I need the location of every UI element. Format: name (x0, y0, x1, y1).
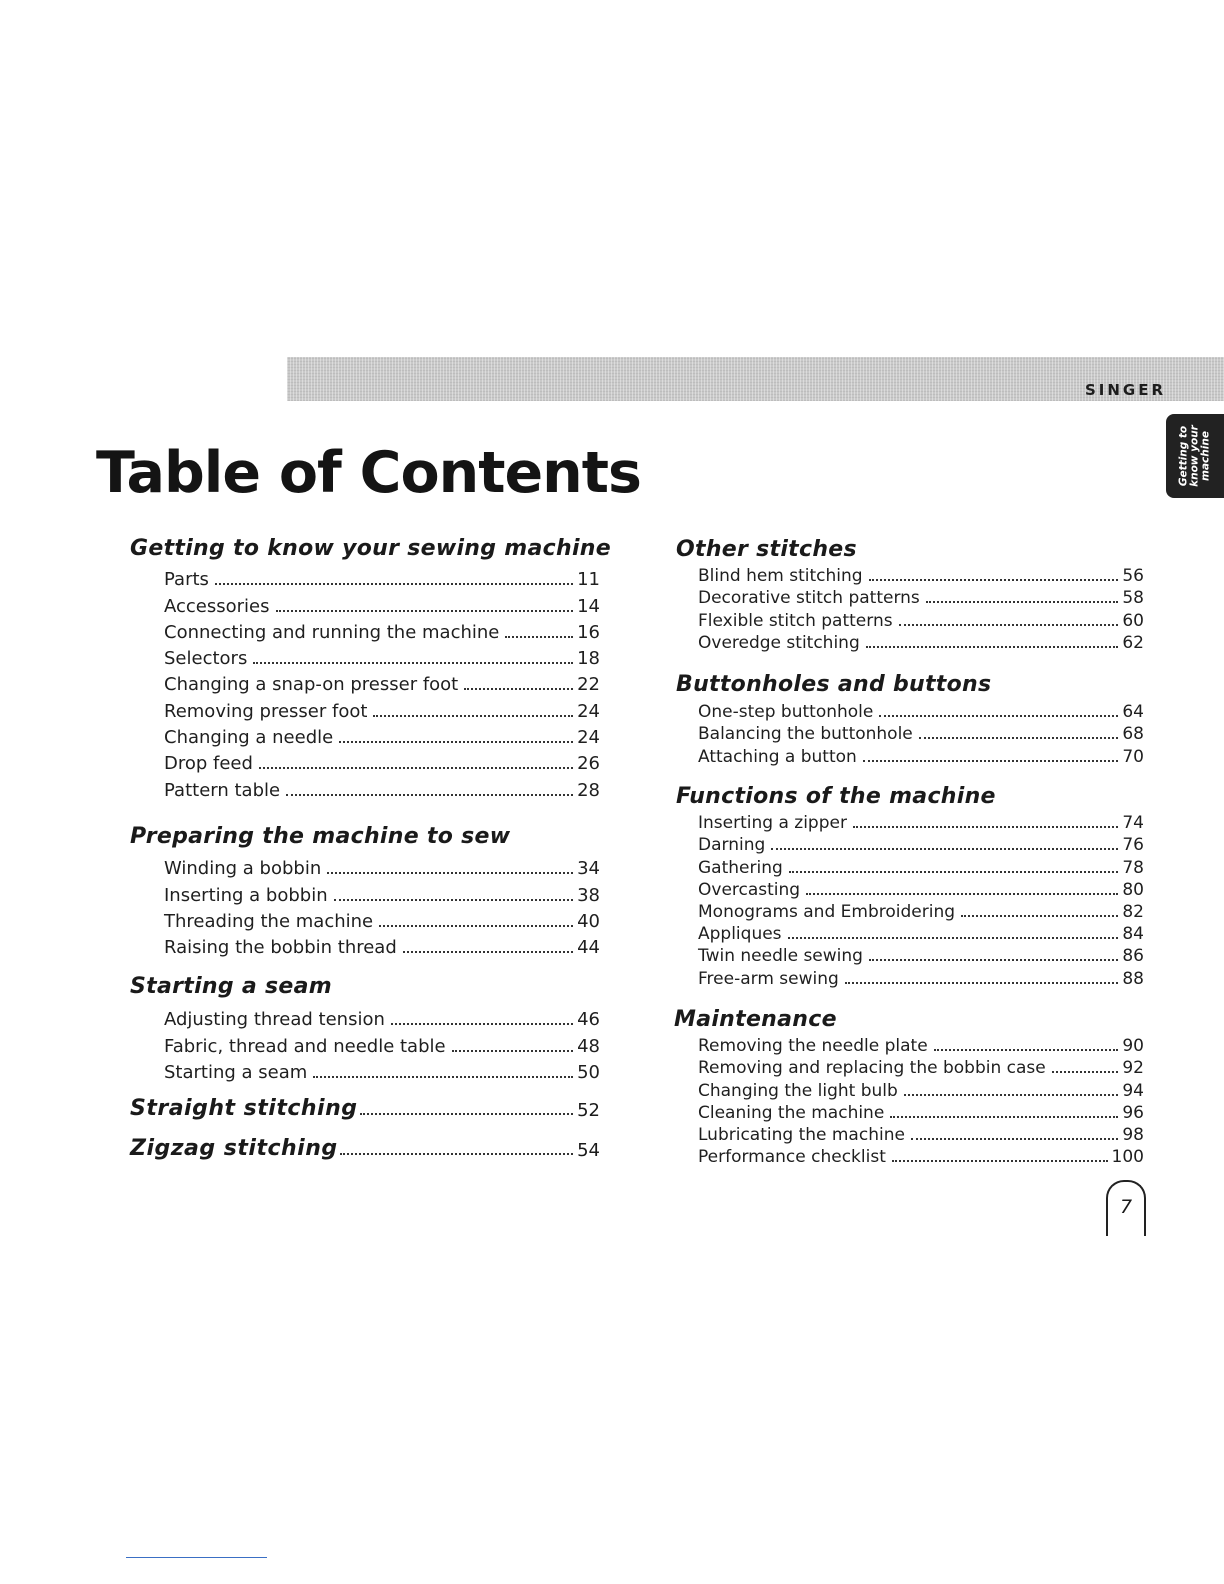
toc-entry[interactable]: Changing a snap-on presser foot 22 (164, 674, 600, 696)
toc-entry[interactable]: Removing presser foot 24 (164, 700, 600, 722)
toc-entry[interactable]: Gathering 78 (698, 857, 1144, 878)
section-heading: Other stitches (676, 537, 857, 562)
section-heading: Functions of the machine (676, 784, 996, 809)
toc-entry[interactable]: Drop feed 26 (164, 753, 600, 775)
toc-main-entry[interactable]: Zigzag stitching 54 (130, 1136, 600, 1161)
toc-list (164, 564, 600, 801)
toc-entry[interactable]: Balancing the buttonhole 68 (698, 724, 1144, 745)
toc-entry[interactable]: Accessories 14 (164, 595, 600, 617)
toc-main-entry[interactable]: Straight stitching 52 (130, 1096, 600, 1121)
toc-entry[interactable]: Attaching a button 70 (698, 746, 1144, 767)
toc-entry[interactable]: Decorative stitch patterns 58 (698, 588, 1144, 609)
toc-entry[interactable]: Raising the bobbin thread 44 (164, 937, 600, 959)
section-heading: Preparing the machine to sew (130, 824, 511, 849)
toc-entry[interactable]: Monograms and Embroidering 82 (698, 901, 1144, 922)
toc-entry[interactable]: Selectors 18 (164, 648, 600, 670)
section-heading: Maintenance (674, 1007, 837, 1032)
toc-entry[interactable]: Changing the light bulb 94 (698, 1080, 1144, 1101)
brand-name: SINGER (1084, 381, 1166, 399)
toc-entry[interactable]: Overcasting 80 (698, 879, 1144, 900)
section-side-tab (1166, 414, 1224, 498)
toc-entry[interactable]: Starting a seam 50 (164, 1061, 600, 1083)
toc-entry[interactable]: Appliques 84 (698, 924, 1144, 945)
toc-entry[interactable]: Pattern table 28 (164, 779, 600, 801)
toc-entry[interactable]: Cleaning the machine 96 (698, 1102, 1144, 1123)
section-heading: Getting to know your sewing machine (130, 536, 611, 561)
toc-entry[interactable]: Adjusting thread tension 46 (164, 1009, 600, 1031)
toc-list (164, 1004, 600, 1083)
toc-entry[interactable]: Flexible stitch patterns 60 (698, 610, 1144, 631)
toc-entry[interactable]: Darning 76 (698, 835, 1144, 856)
footer-rule (126, 1557, 267, 1558)
toc-entry[interactable]: Lubricating the machine 98 (698, 1124, 1144, 1145)
toc-entry[interactable]: Removing and replacing the bobbin case 92 (698, 1058, 1144, 1079)
toc-entry[interactable]: Connecting and running the machine 16 (164, 621, 600, 643)
header-band (287, 357, 1224, 401)
toc-entry[interactable]: Inserting a zipper 74 (698, 813, 1144, 834)
toc-list (698, 700, 1144, 767)
toc-entry[interactable]: Blind hem stitching 56 (698, 566, 1144, 587)
toc-entry[interactable]: Free-arm sewing 88 (698, 968, 1144, 989)
toc-list (164, 853, 600, 958)
page-number-frame (1106, 1180, 1146, 1236)
page-title: Table of Contents (96, 440, 641, 506)
section-heading: Buttonholes and buttons (676, 672, 992, 697)
page-number: 7 (1119, 1196, 1133, 1218)
toc-list (698, 1034, 1144, 1167)
toc-entry[interactable]: One-step buttonhole 64 (698, 702, 1144, 723)
section-heading: Starting a seam (130, 974, 332, 999)
toc-entry[interactable]: Twin needle sewing 86 (698, 946, 1144, 967)
toc-entry[interactable]: Performance checklist 100 (698, 1147, 1144, 1168)
toc-entry[interactable]: Parts 11 (164, 569, 600, 591)
toc-list (698, 811, 1144, 989)
toc-entry[interactable]: Changing a needle 24 (164, 727, 600, 749)
toc-list (698, 564, 1144, 653)
toc-entry[interactable]: Overedge stitching 62 (698, 632, 1144, 653)
toc-entry[interactable]: Threading the machine 40 (164, 910, 600, 932)
toc-entry[interactable]: Fabric, thread and needle table 48 (164, 1035, 600, 1057)
toc-entry[interactable]: Removing the needle plate 90 (698, 1036, 1144, 1057)
toc-entry[interactable]: Inserting a bobbin 38 (164, 884, 600, 906)
toc-entry[interactable]: Winding a bobbin 34 (164, 858, 600, 880)
side-tab-label: Getting to know your machine (1177, 425, 1212, 487)
